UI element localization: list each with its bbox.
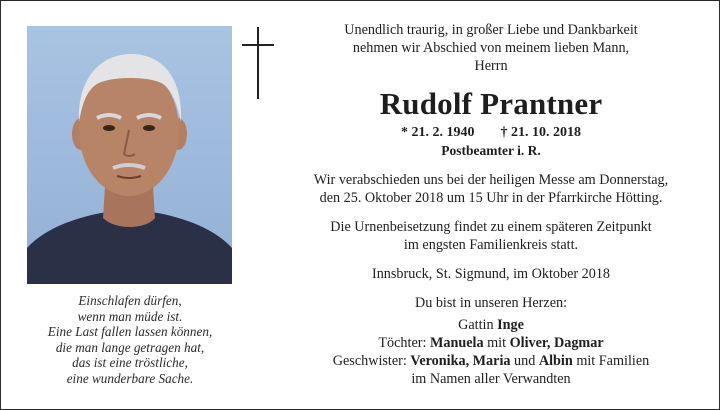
poem xyxy=(19,293,241,387)
intro-line: Unendlich traurig, in großer Liebe und Dankbarkeit xyxy=(344,22,638,38)
portrait-photo xyxy=(27,26,232,284)
urn-line: im engsten Familienkreis statt. xyxy=(403,237,579,253)
poem-line: das ist eine tröstliche, xyxy=(72,355,188,371)
notice-text xyxy=(301,21,681,388)
poem-line: die man lange getragen hat, xyxy=(55,339,205,355)
mass-line: Wir verabschieden uns bei der heiligen Messe am Donnerstag, xyxy=(313,172,669,188)
intro-line: nehmen wir Abschied von meinem lieben Mann, xyxy=(352,40,630,56)
birth-date: * 21. 2. 1940 xyxy=(401,125,475,140)
cross-icon xyxy=(242,27,274,99)
urn-line: Die Urnenbeisetzung findet zu einem späteren Zeitpunkt xyxy=(330,219,652,235)
family-daughters: Töchter: Manuela mit Oliver, Dagmar xyxy=(378,335,604,351)
poem-line: Eine Last fallen lassen können, xyxy=(47,324,213,340)
mass-line: den 25. Oktober 2018 um 15 Uhr in der Pfarrkirche Hötting. xyxy=(319,190,663,206)
deceased-name: Rudolf Prantner xyxy=(379,86,603,121)
poem-line: eine wunderbare Sache. xyxy=(66,370,194,386)
intro-line: Herrn xyxy=(474,58,508,74)
hearts-line: Du bist in unseren Herzen: xyxy=(414,295,568,311)
death-date: † 21. 10. 2018 xyxy=(500,125,581,140)
portrait-illustration xyxy=(27,26,232,284)
family-relatives: im Namen aller Verwandten xyxy=(411,371,571,387)
family-siblings: Geschwister: Veronika, Maria und Albin mit Familien xyxy=(332,353,650,369)
place-date: Innsbruck, St. Sigmund, im Oktober 2018 xyxy=(371,266,611,282)
family-wife: Gattin Inge xyxy=(458,317,524,333)
poem-line: wenn man müde ist. xyxy=(77,308,183,324)
life-dates xyxy=(301,124,681,142)
profession: Postbeamter i. R. xyxy=(441,143,541,158)
poem-line: Einschlafen dürfen, xyxy=(78,293,182,308)
